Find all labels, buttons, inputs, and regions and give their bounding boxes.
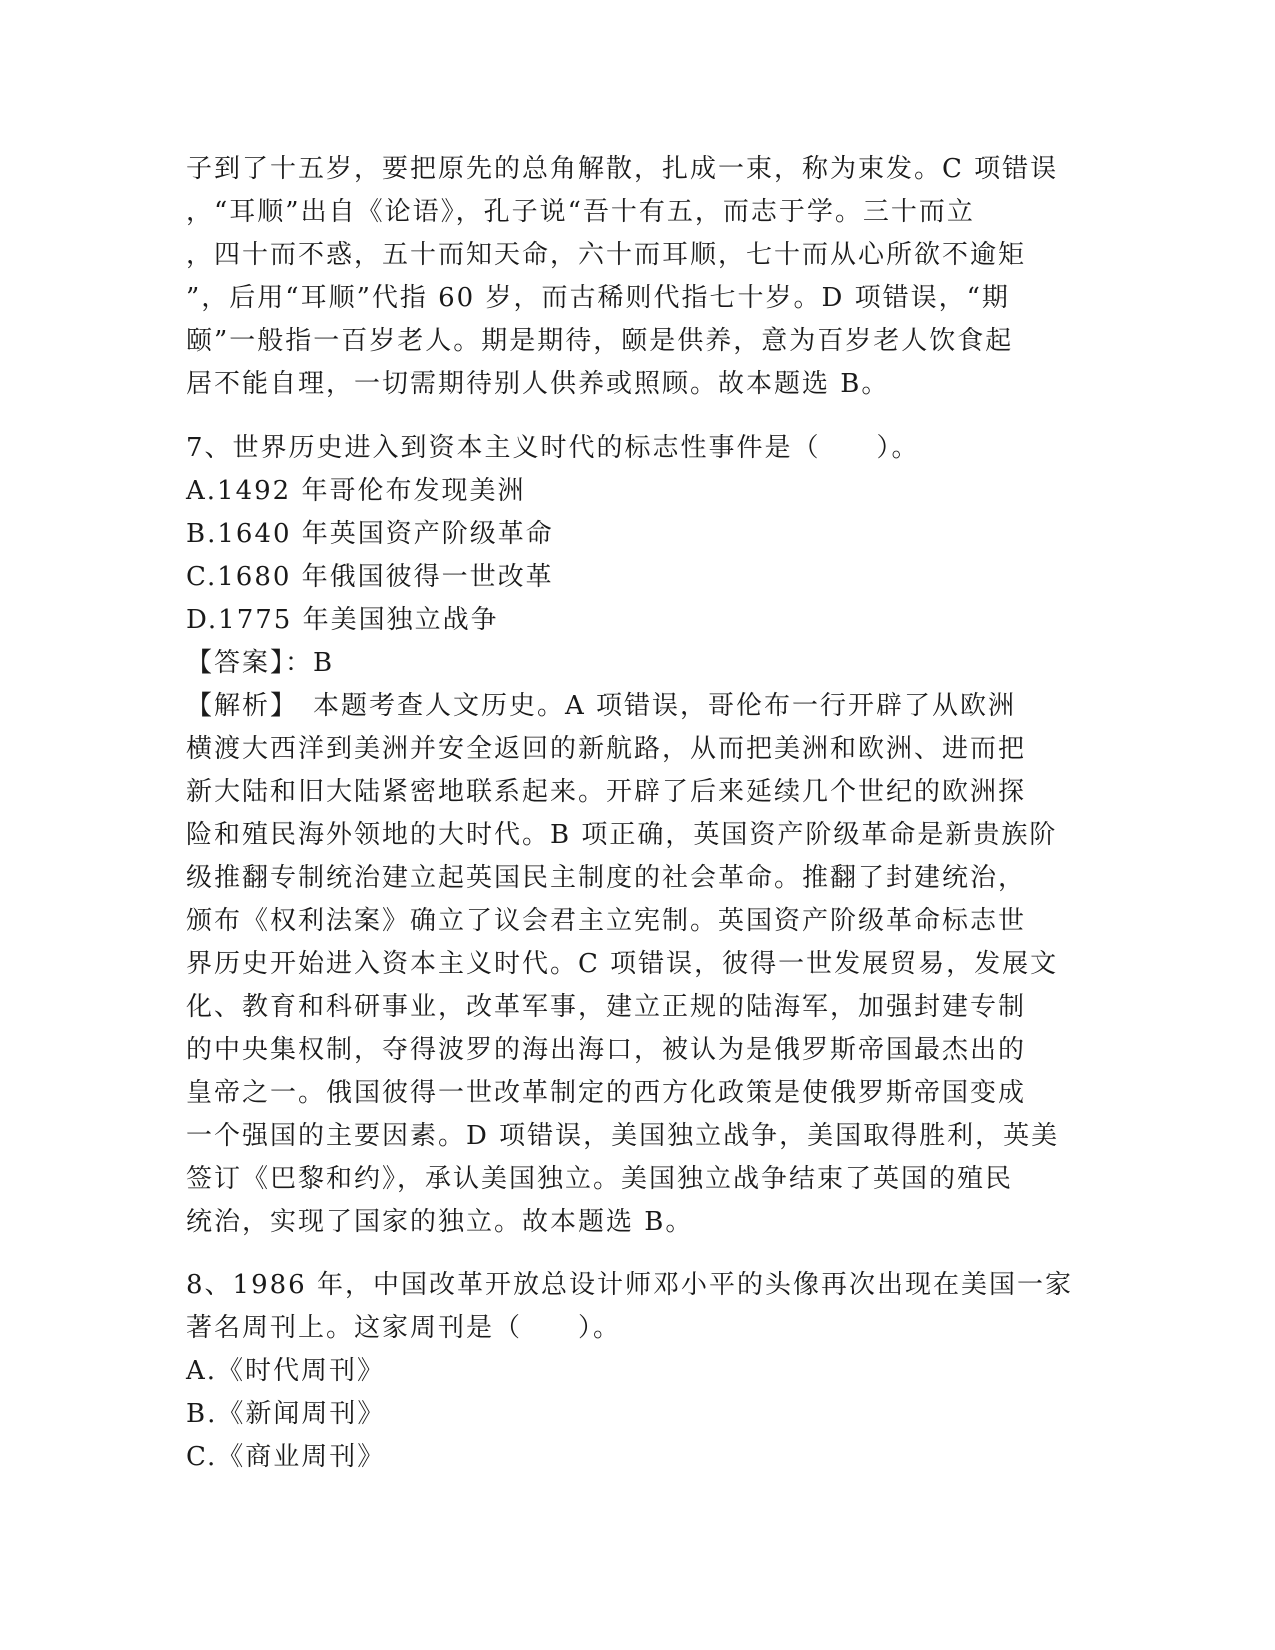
text-line: 子到了十五岁，要把原先的总角解散，扎成一束，称为束发。C 项错误 xyxy=(186,154,1059,184)
text-line: ”，后用“耳顺”代指 60 岁，而古稀则代指七十岁。D 项错误，“期 xyxy=(186,283,1010,313)
answer-line: 【答案】：B xyxy=(186,648,335,678)
question-text: 8、1986 年，中国改革开放总设计师邓小平的头像再次出现在美国一家 xyxy=(186,1270,1073,1300)
analysis-line: 横渡大西洋到美洲并安全返回的新航路，从而把美洲和欧洲、进而把 xyxy=(186,734,1027,764)
question-text: 著名周刊上。这家周刊是（ ）。 xyxy=(186,1313,622,1343)
analysis-line: 级推翻专制统治建立起英国民主制度的社会革命。推翻了封建统治， xyxy=(186,863,1027,893)
question-text: 7、世界历史进入到资本主义时代的标志性事件是（ ）。 xyxy=(186,433,920,463)
option-b: B.《新闻周刊》 xyxy=(186,1399,386,1429)
text-line: ，四十而不惑，五十而知天命，六十而耳顺，七十而从心所欲不逾矩 xyxy=(186,240,1027,270)
option-a: A.1492 年哥伦布发现美洲 xyxy=(186,476,526,506)
option-c: C.《商业周刊》 xyxy=(186,1442,386,1472)
analysis-line: 的中央集权制，夺得波罗的海出海口，被认为是俄罗斯帝国最杰出的 xyxy=(186,1035,1027,1065)
text-line: ，“耳顺”出自《论语》，孔子说“吾十有五，而志于学。三十而立 xyxy=(186,197,975,227)
analysis-line: 【解析】 本题考查人文历史。A 项错误，哥伦布一行开辟了从欧洲 xyxy=(186,691,1017,721)
option-a: A.《时代周刊》 xyxy=(186,1356,386,1386)
analysis-line: 签订《巴黎和约》，承认美国独立。美国独立战争结束了英国的殖民 xyxy=(186,1164,1014,1194)
option-d: D.1775 年美国独立战争 xyxy=(186,605,499,635)
analysis-line: 颁布《权利法案》确立了议会君主立宪制。英国资产阶级革命标志世 xyxy=(186,906,1027,936)
analysis-line: 统治，实现了国家的独立。故本题选 B。 xyxy=(186,1207,694,1237)
text-line: 颐”一般指一百岁老人。期是期待，颐是供养，意为百岁老人饮食起 xyxy=(186,326,1014,356)
analysis-line: 皇帝之一。俄国彼得一世改革制定的西方化政策是使俄罗斯帝国变成 xyxy=(186,1078,1027,1108)
question-8 xyxy=(186,1264,1086,1479)
analysis-line: 险和殖民海外领地的大时代。B 项正确，英国资产阶级革命是新贵族阶 xyxy=(186,820,1058,850)
previous-explanation xyxy=(186,148,1086,406)
analysis-line: 界历史开始进入资本主义时代。C 项错误，彼得一世发展贸易，发展文 xyxy=(186,949,1059,979)
text-line: 居不能自理，一切需期待别人供养或照顾。故本题选 B。 xyxy=(186,369,890,399)
analysis-line: 化、教育和科研事业，改革军事，建立正规的陆海军，加强封建专制 xyxy=(186,992,1027,1022)
option-c: C.1680 年俄国彼得一世改革 xyxy=(186,562,554,592)
analysis-line: 一个强国的主要因素。D 项错误，美国独立战争，美国取得胜利，英美 xyxy=(186,1121,1060,1151)
option-b: B.1640 年英国资产阶级革命 xyxy=(186,519,554,549)
question-7 xyxy=(186,427,1086,1244)
analysis-line: 新大陆和旧大陆紧密地联系起来。开辟了后来延续几个世纪的欧洲探 xyxy=(186,777,1027,807)
